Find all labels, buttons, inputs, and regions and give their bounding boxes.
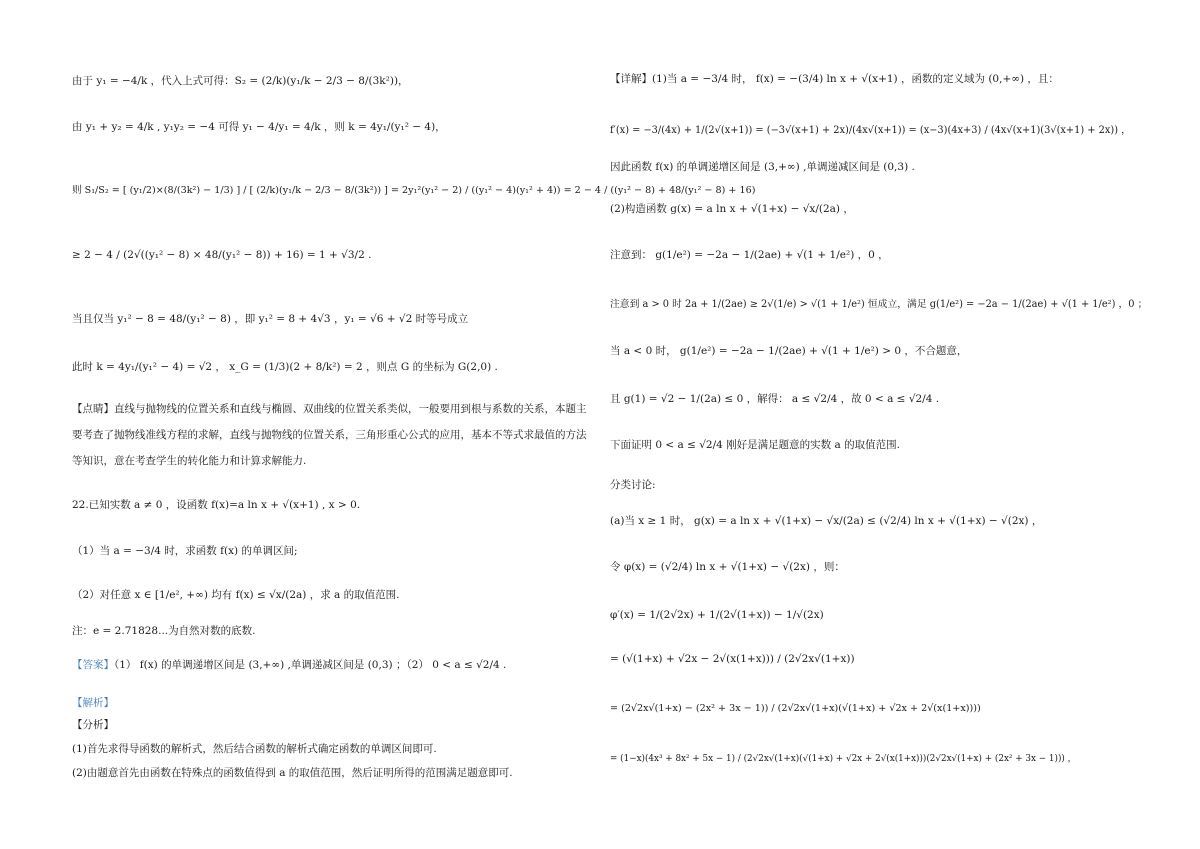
solution-line: (2)构造函数 g(x) = a ln x + √(1+x) − √x/(2a) ， bbox=[610, 203, 854, 215]
solution-line: 注意到： g(1/e²) = −2a − 1/(2ae) + √(1 + 1/e²) ，0 ， bbox=[610, 249, 889, 261]
text-line: 由 y₁ + y₂ = 4/k , y₁y₂ = −4 可得 y₁ − 4/y₁ = 4/k ，则 k = 4y₁/(y₁² − 4)， bbox=[72, 121, 446, 133]
solution-line: 令 φ(x) = (√2/4) ln x + √(1+x) − √(2x) ，则： bbox=[610, 561, 845, 573]
solution-line: 分类讨论: bbox=[610, 479, 656, 491]
analysis-step-2: (2)由题意首先由函数在特殊点的函数值得到 a 的取值范围，然后证明所得的范围满足题意即可. bbox=[72, 767, 513, 779]
formula-line: = (√(1+x) + √2x − 2√(x(1+x))) / (2√2x√(1+x)) bbox=[610, 653, 855, 665]
solution-line: (a)当 x ≥ 1 时， g(x) = a ln x + √(1+x) − √x/(2a) ≤ (√2/4) ln x + √(1+x) − √(2x) ， bbox=[610, 515, 1043, 527]
answer-text: （1） f(x) 的单调递增区间是 (3,+∞) ,单调递减区间是 (0,3) ；（2） 0 < a ≤ √2/4 . bbox=[114, 659, 507, 671]
formula-line: ≥ 2 − 4 / (2√((y₁² − 8) × 48/(y₁² − 8)) + 16) = 1 + √3/2 . bbox=[72, 249, 372, 261]
solution-line: 注意到 a > 0 时 2a + 1/(2ae) ≥ 2√(1/e) > √(1 + 1/e²) 恒成立，满足 g(1/e²) = −2a − 1/(2ae) + √(1 + 1/e²) ，0 ； bbox=[610, 299, 1148, 310]
answer-tag: 【答案】 bbox=[72, 659, 114, 671]
question-22-part-1: （1）当 a = −3/4 时，求函数 f(x) 的单调区间; bbox=[72, 545, 298, 557]
text-line: 此时 k = 4y₁/(y₁² − 4) = √2 ， x_G = (1/3)(2 + 8/k²) = 2 ，则点 G 的坐标为 G(2,0) . bbox=[72, 361, 498, 373]
question-22: 22.已知实数 a ≠ 0 ，设函数 f(x)=a ln x + √(x+1) , x > 0. bbox=[72, 499, 361, 511]
solution-line: 且 g(1) = √2 − 1/(2a) ≤ 0 ，解得： a ≤ √2/4 ，故 0 < a ≤ √2/4 . bbox=[610, 393, 940, 405]
solution-line: 下面证明 0 < a ≤ √2/4 刚好是满足题意的实数 a 的取值范围. bbox=[610, 439, 900, 451]
solution-line: 【详解】(1)当 a = −3/4 时， f(x) = −(3/4) ln x + √(x+1) ，函数的定义域为 (0,+∞) ，且： bbox=[610, 73, 1059, 85]
solution-line: 当 a < 0 时， g(1/e²) = −2a − 1/(2ae) + √(1 + 1/e²) > 0 ，不合题意， bbox=[610, 345, 968, 357]
question-22-part-2: （2）对任意 x ∈ [1/e², +∞) 均有 f(x) ≤ √x/(2a) ，求 a 的取值范围. bbox=[72, 589, 400, 601]
analysis-step-1: (1)首先求得导函数的解析式，然后结合函数的解析式确定函数的单调区间即可. bbox=[72, 743, 437, 755]
formula-line: f′(x) = −3/(4x) + 1/(2√(x+1)) = (−3√(x+1) + 2x)/(4x√(x+1)) = (x−3)(4x+3) / (4x√(x+1)(3√(x+1) + 2x)) ， bbox=[610, 125, 1131, 136]
formula-line: = (2√2x√(1+x) − (2x² + 3x − 1)) / (2√2x√(1+x)(√(1+x) + √2x + 2√(x(1+x)))) bbox=[610, 703, 981, 714]
formula-line: 则 S₁/S₂ = [ (y₁/2)×(8/(3k²) − 1/3) ] / [ (2/k)(y₁/k − 2/3 − 8/(3k²)) ] = 2y₁²(y₁² − 2) / ((y₁² − 4)(y₁² + 4)) = 2 − 4 / ((y₁² − 8) + 48/(y₁² − 8) + 16) bbox=[72, 185, 756, 196]
analysis-heading: 【分析】 bbox=[72, 719, 114, 731]
note-line: 注：e = 2.71828...为自然对数的底数. bbox=[72, 625, 256, 637]
text-line: 当且仅当 y₁² − 8 = 48/(y₁² − 8) ，即 y₁² = 8 + 4√3 ，y₁ = √6 + √2 时等号成立 bbox=[72, 313, 469, 325]
comment-paragraph: 【点睛】直线与抛物线的位置关系和直线与椭圆、双曲线的位置关系类似，一般要用到根与系数的关系，本题主要考查了抛物线准线方程的求解，直线与抛物线的位置关系，三角形重心公式的应用，基本不等式求最值的方法等知识，意在考查学生的转化能力和计算求解能力. bbox=[72, 403, 587, 467]
solution-line: 因此函数 f(x) 的单调递增区间是 (3,+∞) ,单调递减区间是 (0,3) . bbox=[610, 161, 915, 173]
analysis-tag: 【解析】 bbox=[72, 697, 114, 709]
answer-line bbox=[72, 658, 506, 672]
formula-line: = (1−x)(4x³ + 8x² + 5x − 1) / (2√2x√(1+x)(√(1+x) + √2x + 2√(x(1+x)))(2√2x√(1+x) + (2x² + 3x − 1))) ， bbox=[610, 754, 1077, 764]
text-line: 由于 y₁ = −4/k ，代入上式可得：S₂ = (2/k)(y₁/k − 2/3 − 8/(3k²))， bbox=[72, 75, 409, 87]
formula-line: φ′(x) = 1/(2√2x) + 1/(2√(1+x)) − 1/√(2x) bbox=[610, 609, 824, 621]
